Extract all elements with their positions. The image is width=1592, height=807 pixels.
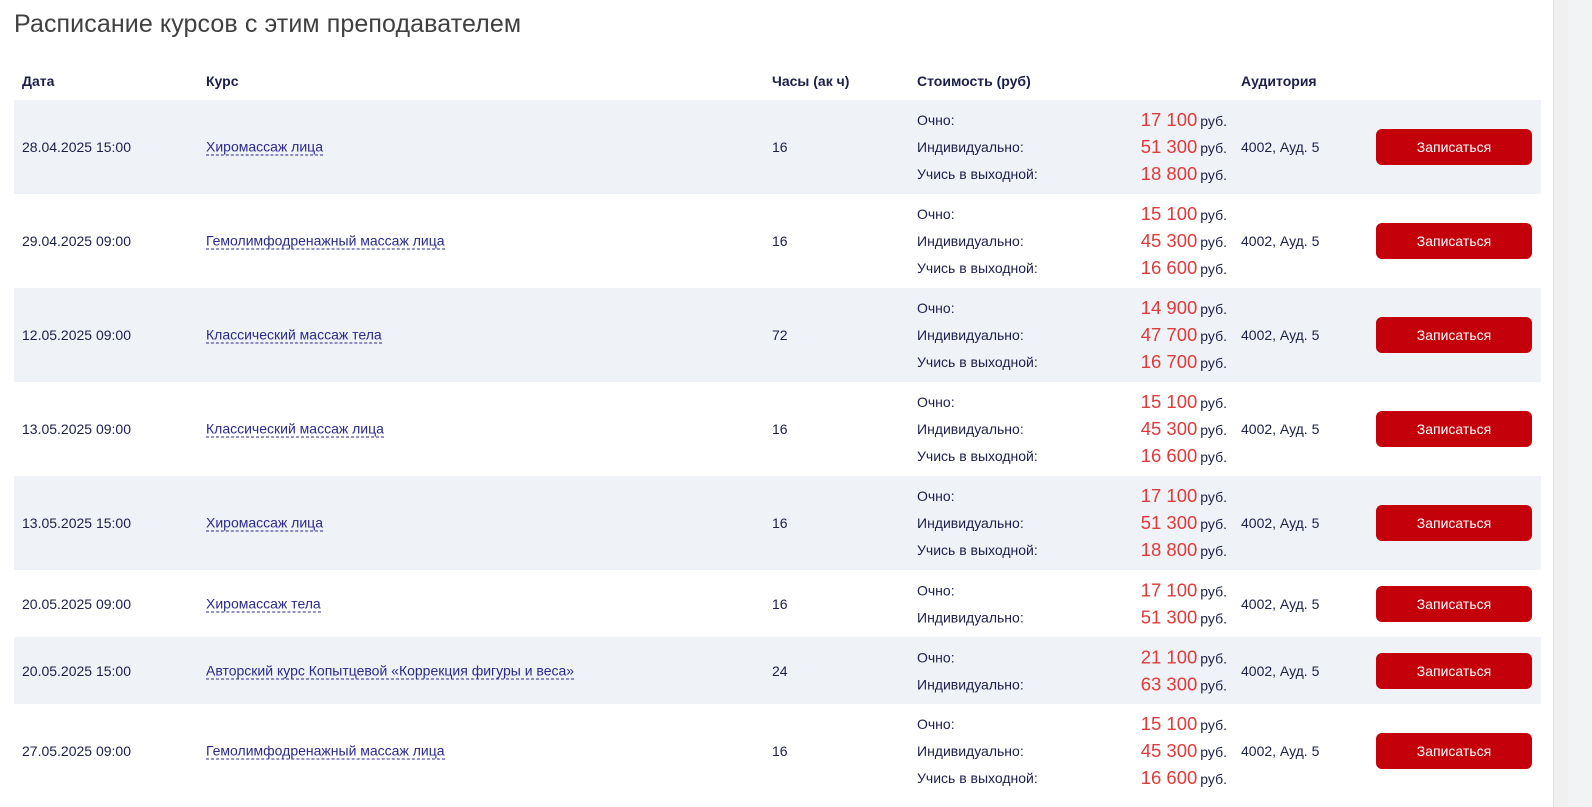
price-label: Очно: [917, 716, 955, 733]
price-line-individual [917, 416, 1227, 443]
price-line-individual [917, 322, 1227, 349]
course-hours: 16 [772, 421, 788, 437]
price-currency: руб. [1200, 234, 1227, 250]
price-amount: 63 300 [1140, 672, 1198, 694]
price-value [1141, 324, 1227, 346]
price-value [1141, 485, 1227, 507]
price-currency: руб. [1200, 207, 1227, 224]
course-hours: 16 [772, 233, 788, 249]
course-link[interactable]: Хиромассаж лица [206, 138, 323, 155]
price-currency: руб. [1200, 448, 1227, 465]
price-line-weekend [917, 160, 1227, 187]
price-value [1141, 767, 1227, 789]
price-line-ochno [917, 577, 1227, 604]
price-value [1141, 230, 1227, 252]
table-row [14, 637, 1541, 704]
price-line-individual [917, 604, 1227, 631]
price-currency: руб. [1200, 542, 1227, 559]
price-value [1141, 136, 1227, 158]
price-value [1141, 713, 1227, 735]
course-room: 4002, Ауд. 5 [1241, 595, 1320, 612]
header-cost: Стоимость (руб) [917, 73, 1031, 89]
price-label: Очно: [917, 300, 955, 317]
price-line-weekend [917, 348, 1227, 375]
course-room: 4002, Ауд. 5 [1241, 515, 1320, 531]
price-amount: 18 800 [1140, 538, 1198, 560]
table-row [14, 288, 1541, 382]
price-amount: 14 900 [1140, 297, 1198, 319]
price-line-individual [917, 134, 1227, 161]
course-room: 4002, Ауд. 5 [1241, 743, 1320, 759]
course-room: 4002, Ауд. 5 [1241, 139, 1320, 155]
price-line-ochno [917, 483, 1227, 510]
enroll-button[interactable]: Записаться [1376, 733, 1532, 769]
enroll-button[interactable]: Записаться [1376, 129, 1532, 165]
price-value [1141, 579, 1227, 601]
price-line-individual [917, 671, 1227, 698]
price-currency: руб. [1200, 395, 1227, 412]
course-link[interactable]: Классический массаж тела [206, 326, 382, 343]
price-label: Учись в выходной: [917, 353, 1038, 370]
price-label: Индивидуально: [917, 327, 1024, 343]
price-line-weekend [917, 442, 1227, 469]
price-value [1141, 203, 1227, 225]
price-value [1141, 391, 1227, 413]
price-value [1141, 163, 1227, 185]
course-room: 4002, Ауд. 5 [1241, 327, 1320, 343]
price-line-ochno [917, 389, 1227, 416]
course-room: 4002, Ауд. 5 [1241, 233, 1320, 249]
price-value [1141, 445, 1227, 467]
course-hours: 16 [772, 515, 788, 531]
price-currency: руб. [1200, 301, 1227, 318]
course-room: 4002, Ауд. 5 [1241, 421, 1320, 437]
price-amount: 16 700 [1140, 350, 1198, 372]
price-label: Учись в выходной: [917, 259, 1038, 276]
course-link[interactable]: Гемолимфодренажный массаж лица [206, 742, 445, 759]
course-link[interactable]: Авторский курс Копытцевой «Коррекция фигуры и веса» [206, 662, 575, 678]
price-label: Индивидуально: [917, 743, 1024, 759]
price-amount: 16 600 [1140, 444, 1198, 466]
price-currency: руб. [1200, 113, 1227, 130]
price-line-ochno [917, 107, 1227, 134]
course-link[interactable]: Хиромассаж тела [206, 595, 321, 611]
price-label: Очно: [917, 112, 955, 129]
enroll-button[interactable]: Записаться [1376, 505, 1532, 541]
course-date: 20.05.2025 15:00 [22, 662, 131, 679]
price-currency: руб. [1200, 354, 1227, 371]
course-date: 13.05.2025 09:00 [22, 421, 131, 437]
price-amount: 15 100 [1140, 391, 1198, 413]
price-list [917, 295, 1227, 375]
price-currency: руб. [1200, 140, 1227, 156]
price-label: Индивидуально: [917, 608, 1024, 625]
price-currency: руб. [1200, 166, 1227, 183]
price-label: Учись в выходной: [917, 447, 1038, 464]
header-hours: Часы (ак ч) [772, 73, 850, 89]
price-currency: руб. [1200, 260, 1227, 277]
price-currency: руб. [1200, 422, 1227, 438]
price-value [1141, 673, 1227, 695]
price-label: Учись в выходной: [917, 165, 1038, 182]
price-value [1141, 297, 1227, 319]
price-amount: 15 100 [1140, 203, 1198, 225]
price-label: Индивидуально: [917, 421, 1024, 437]
price-label: Очно: [917, 649, 955, 666]
price-line-individual [917, 510, 1227, 537]
price-label: Учись в выходной: [917, 541, 1038, 558]
price-list [917, 644, 1227, 697]
price-line-ochno [917, 711, 1227, 738]
price-label: Индивидуально: [917, 233, 1024, 249]
price-currency: руб. [1200, 744, 1227, 760]
price-currency: руб. [1200, 489, 1227, 506]
course-room: 4002, Ауд. 5 [1241, 662, 1320, 679]
price-currency: руб. [1200, 676, 1227, 693]
page-title: Расписание курсов с этим преподавателем [14, 10, 522, 38]
price-amount: 16 600 [1140, 256, 1198, 278]
course-date: 20.05.2025 09:00 [22, 595, 131, 612]
price-amount: 17 100 [1140, 109, 1198, 131]
price-amount: 47 700 [1140, 324, 1198, 345]
table-row [14, 194, 1541, 288]
price-line-ochno [917, 295, 1227, 322]
price-value [1141, 740, 1227, 762]
course-hours: 16 [772, 595, 788, 612]
price-label: Очно: [917, 582, 955, 599]
price-label: Индивидуально: [917, 139, 1024, 155]
enroll-button[interactable]: Записаться [1376, 411, 1532, 447]
price-line-weekend [917, 764, 1227, 791]
price-amount: 21 100 [1140, 646, 1198, 668]
table-row [14, 476, 1541, 570]
price-label: Очно: [917, 206, 955, 223]
price-value [1141, 109, 1227, 131]
price-value [1141, 512, 1227, 534]
price-amount: 51 300 [1140, 512, 1198, 533]
price-line-individual [917, 228, 1227, 255]
price-amount: 51 300 [1140, 136, 1198, 157]
course-hours: 16 [772, 743, 788, 759]
price-currency: руб. [1200, 516, 1227, 532]
price-label: Индивидуально: [917, 515, 1024, 531]
table-row [14, 382, 1541, 476]
price-value [1141, 646, 1227, 668]
header-date: Дата [22, 73, 55, 89]
course-date: 13.05.2025 15:00 [22, 515, 131, 531]
price-amount: 17 100 [1140, 485, 1198, 507]
course-date: 28.04.2025 15:00 [22, 139, 131, 155]
price-amount: 45 300 [1140, 740, 1198, 761]
scrollbar[interactable] [1553, 0, 1568, 807]
price-amount: 18 800 [1140, 162, 1198, 184]
price-label: Индивидуально: [917, 675, 1024, 692]
price-line-ochno [917, 644, 1227, 671]
price-value [1141, 539, 1227, 561]
enroll-button[interactable]: Записаться [1376, 586, 1532, 622]
schedule-table-body [14, 100, 1541, 798]
price-currency: руб. [1200, 717, 1227, 734]
price-currency: руб. [1200, 609, 1227, 626]
price-list [917, 389, 1227, 469]
course-hours: 16 [772, 139, 788, 155]
price-currency: руб. [1200, 650, 1227, 667]
price-line-individual [917, 738, 1227, 765]
course-date: 12.05.2025 09:00 [22, 327, 131, 343]
price-amount: 16 600 [1140, 766, 1198, 788]
price-currency: руб. [1200, 770, 1227, 787]
price-value [1141, 606, 1227, 628]
price-value [1141, 418, 1227, 440]
table-row [14, 704, 1541, 798]
course-hours: 24 [772, 662, 788, 679]
price-amount: 45 300 [1140, 230, 1198, 251]
price-currency: руб. [1200, 328, 1227, 344]
enroll-button[interactable]: Записаться [1376, 223, 1532, 259]
enroll-button[interactable]: Записаться [1376, 317, 1532, 353]
price-line-weekend [917, 254, 1227, 281]
course-date: 27.05.2025 09:00 [22, 743, 131, 759]
course-link[interactable]: Хиромассаж лица [206, 514, 323, 531]
price-amount: 45 300 [1140, 418, 1198, 439]
price-line-ochno [917, 201, 1227, 228]
price-line-weekend [917, 536, 1227, 563]
price-list [917, 483, 1227, 563]
header-room: Аудитория [1241, 73, 1317, 89]
price-list [917, 711, 1227, 791]
course-link[interactable]: Классический массаж лица [206, 420, 384, 437]
price-label: Очно: [917, 488, 955, 505]
course-date: 29.04.2025 09:00 [22, 233, 131, 249]
price-amount: 15 100 [1140, 713, 1198, 735]
table-header [14, 66, 1541, 100]
price-list [917, 577, 1227, 630]
enroll-button[interactable]: Записаться [1376, 653, 1532, 689]
header-course: Курс [206, 73, 239, 89]
price-value [1141, 257, 1227, 279]
price-amount: 17 100 [1140, 579, 1198, 601]
course-link[interactable]: Гемолимфодренажный массаж лица [206, 232, 445, 249]
price-amount: 51 300 [1140, 605, 1198, 627]
price-currency: руб. [1200, 583, 1227, 600]
price-value [1141, 351, 1227, 373]
course-hours: 72 [772, 327, 788, 343]
table-row [14, 570, 1541, 637]
price-list [917, 201, 1227, 281]
table-row [14, 100, 1541, 194]
price-label: Учись в выходной: [917, 769, 1038, 786]
price-label: Очно: [917, 394, 955, 411]
price-list [917, 107, 1227, 187]
